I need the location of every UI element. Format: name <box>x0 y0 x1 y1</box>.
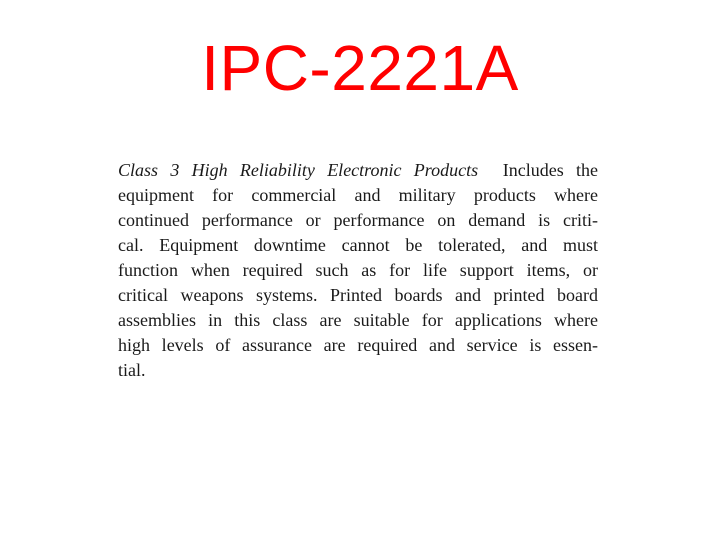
excerpt-line-4: cal. Equipment downtime cannot be tolerated, and must <box>118 235 598 255</box>
slide-title: IPC-2221A <box>201 32 519 104</box>
document-excerpt <box>118 158 598 383</box>
excerpt-line-6: critical weapons systems. Printed boards and printed board <box>118 285 598 305</box>
excerpt-line-1-text: Includes the <box>502 160 599 180</box>
excerpt-line-8: high levels of assurance are required and service is essen- <box>118 335 598 355</box>
excerpt-line-9: tial. <box>118 360 146 380</box>
class-heading: Class 3 High Reliability Electronic Products <box>118 160 479 180</box>
excerpt-line-2: equipment for commercial and military products where <box>118 185 598 205</box>
excerpt-line-5: function when required such as for life support items, or <box>118 260 598 280</box>
excerpt-line-7: assemblies in this class are suitable for applications where <box>118 310 598 330</box>
excerpt-line-1 <box>118 158 598 183</box>
excerpt-line-3: continued performance or performance on demand is criti- <box>118 210 598 230</box>
